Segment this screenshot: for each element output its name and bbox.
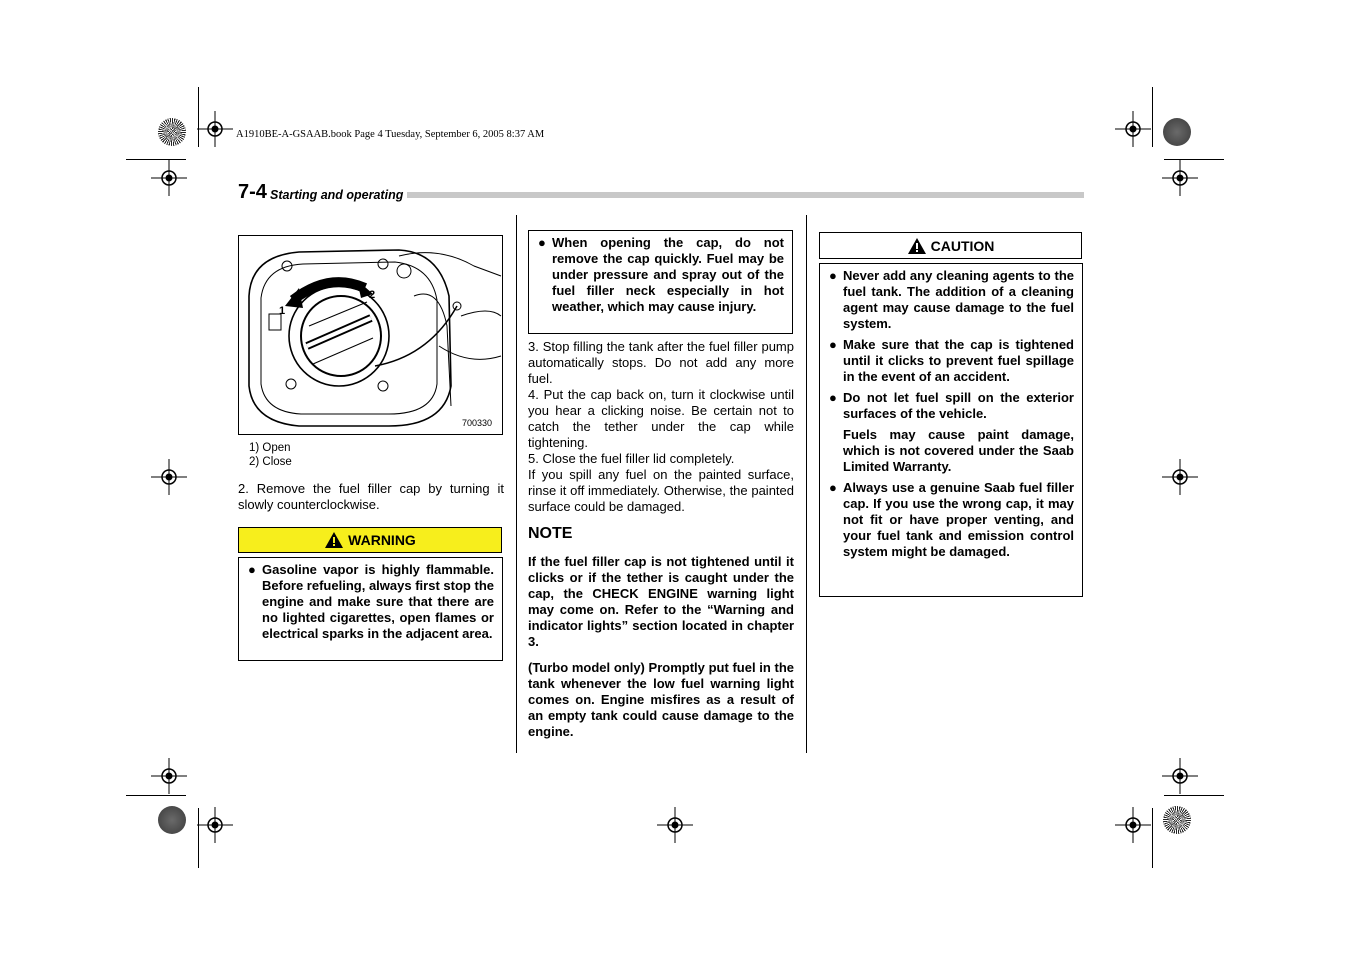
registration-mark-icon (1162, 459, 1198, 495)
warning-label: WARNING (348, 532, 416, 548)
bullet-icon: ● (829, 268, 837, 283)
callout-1: 1 (279, 305, 286, 317)
column-divider (516, 215, 517, 753)
bullet-icon: ● (538, 235, 546, 250)
bullet-icon: ● (248, 562, 256, 577)
page-number: 7-4 (238, 180, 270, 204)
registration-mark-icon (657, 807, 693, 843)
registration-mark-icon (1115, 111, 1151, 147)
figure-code: 700330 (462, 418, 493, 428)
registration-mark-icon (197, 807, 233, 843)
bullet-icon: ● (829, 337, 837, 352)
registration-mark-icon (1115, 807, 1151, 843)
caution-subparagraph: Fuels may cause paint damage, which is not covered under the Saab Limited Warranty. (843, 427, 1074, 474)
warning-item: ● When opening the cap, do not remove the cap quickly. Fuel may be under pressure and spray out of the fuel filler neck especially in hot weather, which may cause injury. (538, 235, 784, 314)
warning-triangle-icon (324, 531, 344, 549)
warning-box (238, 557, 503, 661)
step-4-text: 4. Put the cap back on, turn it clockwise until you hear a clicking noise. Be certain not to catch the tether under the cap while tightening. (528, 387, 794, 450)
caution-header (819, 232, 1082, 259)
crop-line (126, 795, 186, 796)
fuel-cap-illustration (239, 236, 502, 434)
bullet-icon: ● (829, 390, 837, 405)
column-divider (806, 215, 807, 753)
warning-continued-box (528, 230, 793, 334)
caution-box (819, 263, 1083, 597)
caution-label: CAUTION (930, 237, 995, 254)
crop-line (1152, 87, 1153, 147)
color-dial-icon (158, 806, 186, 834)
registration-mark-icon (197, 111, 233, 147)
note-heading: NOTE (528, 525, 573, 542)
registration-mark-icon (151, 758, 187, 794)
note-section (528, 526, 794, 750)
caution-item: ● Never add any cleaning agents to the fuel tank. The addition of a cleaning agent may cause damage to the fuel system. (829, 268, 1074, 331)
step-3-text: 3. Stop filling the tank after the fuel filler pump automatically stops. Do not add any more fuel. (528, 339, 794, 386)
steps-text (528, 339, 794, 515)
spill-text: If you spill any fuel on the painted surface, rinse it off immediately. Otherwise, the painted surface could be damaged. (528, 467, 794, 514)
note-paragraph: If the fuel filler cap is not tightened until it clicks or if the tether is caught under the cap, the CHECK ENGINE warning light may come on. Refer to the “Warning and indicator lights” section located in chapter 3. (528, 554, 794, 649)
step-5-text: 5. Close the fuel filler lid completely. (528, 451, 735, 466)
step-2-text: 2. Remove the fuel filler cap by turning it slowly counterclockwise. (238, 481, 504, 512)
crop-line (1164, 795, 1224, 796)
caution-item: ● Make sure that the cap is tightened until it clicks to prevent fuel spillage in the event of an accident. (829, 337, 1074, 384)
warning-item: ● Gasoline vapor is highly flammable. Before refueling, always first stop the engine and make sure that there are no lighted cigarettes, open flames or electrical sparks in the adjacent area. (248, 562, 494, 641)
figure-legend (249, 441, 489, 469)
warning-header (238, 527, 502, 553)
registration-mark-icon (151, 160, 187, 196)
fuel-cap-figure (238, 235, 503, 435)
caution-item: ● Do not let fuel spill on the exterior surfaces of the vehicle. (829, 390, 1074, 421)
legend-item-open: 1) Open (249, 442, 291, 454)
section-title: Starting and operating (270, 187, 407, 203)
note-paragraph: (Turbo model only) Promptly put fuel in the tank whenever the low fuel warning light comes on. Engine misfires as a result of an empty tank could cause damage to the engine. (528, 660, 794, 739)
registration-mark-icon (1162, 160, 1198, 196)
registration-mark-icon (151, 459, 187, 495)
warning-triangle-icon (907, 237, 927, 255)
print-info: A1910BE-A-GSAAB.book Page 4 Tuesday, September 6, 2005 8:37 AM (236, 129, 545, 140)
color-dial-icon (1163, 118, 1191, 146)
caution-item: ● Always use a genuine Saab fuel filler cap. If you use the wrong cap, it may not fit or have proper venting, and your fuel tank and emission control system might be damaged. (829, 480, 1074, 559)
crop-line (1152, 808, 1153, 868)
color-dial-icon (1163, 806, 1191, 834)
callout-2: 2 (369, 289, 376, 301)
registration-mark-icon (1162, 758, 1198, 794)
color-dial-icon (158, 118, 186, 146)
bullet-icon: ● (829, 480, 837, 495)
legend-item-close: 2) Close (249, 456, 292, 468)
